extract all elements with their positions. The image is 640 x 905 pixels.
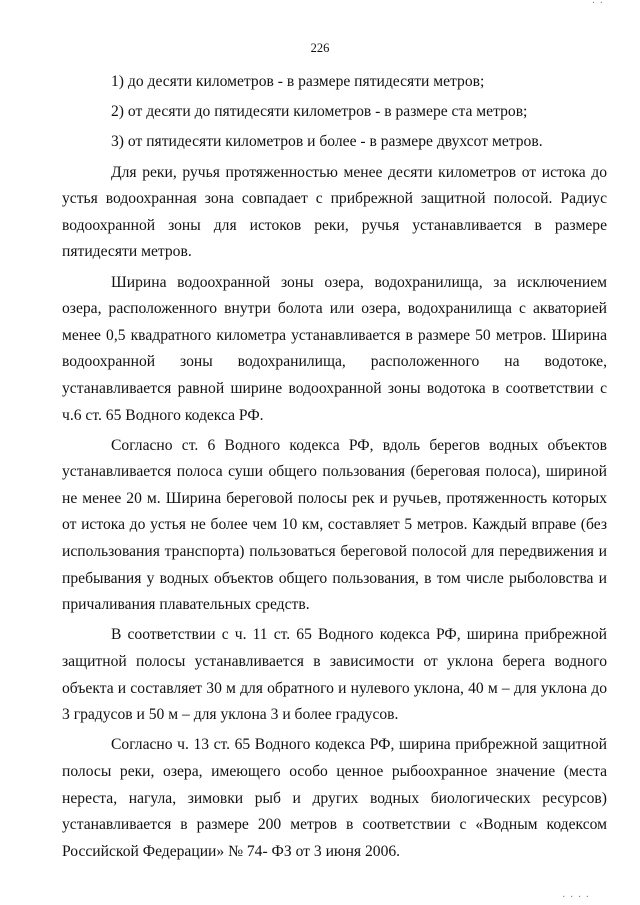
paragraph-stream-water-zone: Для реки, ручья протяженностью менее десяти километров от истока до устья водоохранная зона совпадает с прибрежной защитной полосой. Радиус водоохранной зоны для истоков реки, ручья устанавливается в размере пятидесяти метров.: [62, 163, 607, 261]
page-number: 226: [310, 41, 330, 55]
paragraph-protective-strip-width: В соответствии с ч. 11 ст. 65 Водного кодекса РФ, ширина прибрежной защитной полосы устанавливается в зависимости от уклона берега водного объекта и составляет 30 м для обратного и нулевого уклона, 40 м – для уклона до 3 градусов и 50 м – для уклона 3 и более градусов.: [62, 626, 607, 724]
document-body: [62, 69, 607, 869]
scan-corner-mark-top: · ·: [591, 0, 604, 9]
paragraph-shore-strip: Согласно ст. 6 Водного кодекса РФ, вдоль берегов водных объектов устанавливается полоса суши общего пользования (береговая полоса), шириной не менее 20 м. Ширина береговой полосы рек и ручьев, протяженность которых от истока до устья не более чем 10 км, составляет 5 метров. Каждый вправе (без использования транспорта) пользоваться береговой полосой для передвижения и пребывания у водных объектов общего пользования, в том числе рыболовства и причаливания плавательных средств.: [62, 436, 607, 614]
list-item-2: 2) от десяти до пятидесяти километров - в размере ста метров;: [111, 103, 528, 121]
paragraph-lake-reservoir-zone: Ширина водоохранной зоны озера, водохранилища, за исключением озера, расположенного внутри болота или озера, водохранилища с акваторией менее 0,5 квадратного километра устанавливается в размере 50 метров. Ширина водоохранной зоны водохранилища, расположенного на водотоке, устанавливается равной ширине водоохранной зоны водотока в соответствии с ч.6 ст. 65 Водного кодекса РФ.: [62, 273, 607, 424]
list-item-3: 3) от пятидесяти километров и более - в размере двухсот метров.: [111, 133, 543, 151]
list-item-1: 1) до десяти километров - в размере пятидесяти метров;: [111, 73, 485, 90]
scan-corner-mark-bottom: · · · ·: [562, 892, 590, 903]
paragraph-fishery-protective-strip: Согласно ч. 13 ст. 65 Водного кодекса РФ, ширина прибрежной защитной полосы реки, озера, имеющего особо ценное рыбоохранное значение (места нереста, нагула, зимовки рыб и других водных биологических ресурсов) устанавливается в размере 200 метров в соответствии с «Водным кодексом Российской Федерации» № 74- ФЗ от 3 июня 2006.: [62, 736, 607, 860]
